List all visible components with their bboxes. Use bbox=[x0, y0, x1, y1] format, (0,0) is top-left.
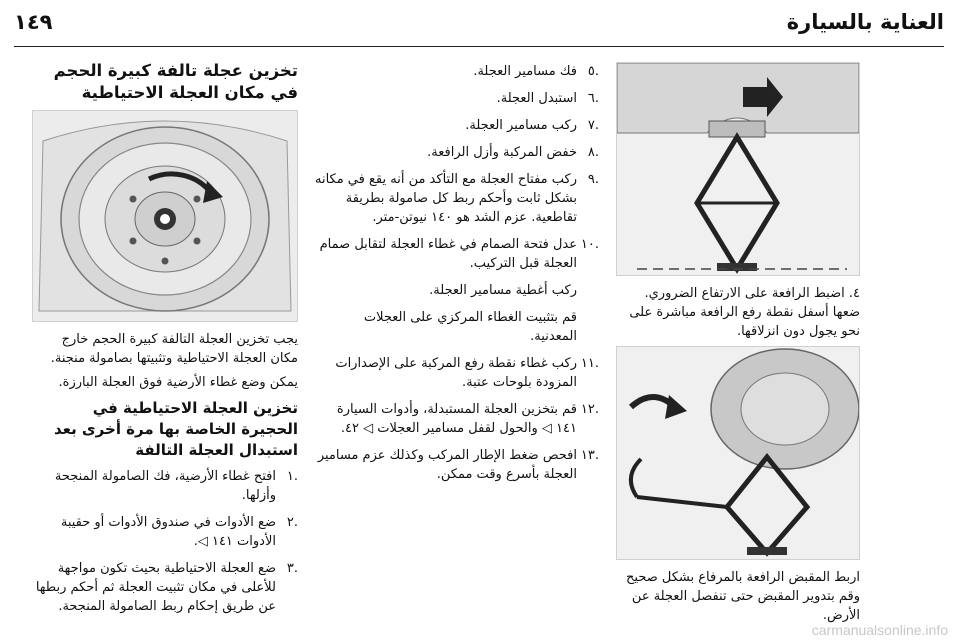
paragraph-storage-outside: يجب تخزين العجلة التالفة كبيرة الحجم خارج مكان العجلة الاحتياطية وتثبيتها بصامولة منجنة. bbox=[50, 332, 298, 366]
step-item bbox=[313, 354, 599, 392]
step-text: ركب غطاء نقطة رفع المركبة على الإصدارات المزودة بلوحات عتبة. bbox=[335, 356, 577, 390]
right-step-list bbox=[34, 467, 298, 616]
step-text: استبدل العجلة. bbox=[496, 91, 577, 106]
step-number: .٥ bbox=[587, 64, 599, 79]
step-item bbox=[313, 143, 599, 162]
jack-position-illustration bbox=[616, 62, 860, 276]
step-number: .٩ bbox=[587, 172, 599, 187]
step-number: .١٣ bbox=[580, 448, 599, 463]
step-item bbox=[313, 446, 599, 484]
step-item bbox=[313, 281, 599, 300]
middle-column bbox=[313, 62, 599, 492]
step-text: ركب مسامير العجلة. bbox=[465, 118, 577, 133]
step-text: خفض المركبة وأزل الرافعة. bbox=[427, 145, 577, 160]
step-number: .٨ bbox=[587, 145, 599, 160]
step-number: .١١ bbox=[580, 356, 599, 371]
step-text: ضع الأدوات في صندوق الأدوات أو حقيبة الأدوات ١٤١ ◁. bbox=[60, 515, 276, 549]
step-number: .١ bbox=[286, 469, 298, 484]
page-header bbox=[0, 0, 960, 50]
step-text: قم بتثبيت الغطاء المركزي على العجلات المعدنية. bbox=[363, 310, 577, 344]
step-text: ركب مفتاح العجلة مع التأكد من أنه يقع في مكانه بشكل ثابت وأحكم ربط كل صامولة بطريقة تقاطعية. عزم الشد هو ١٤٠ نيوتن-متر. bbox=[314, 172, 577, 225]
paragraph-floor-cover: يمكن وضع غطاء الأرضية فوق العجلة البارزة. bbox=[58, 375, 298, 390]
step-text: فك مسامير العجلة. bbox=[473, 64, 577, 79]
spare-wheel-illustration bbox=[32, 110, 298, 322]
step-text: عدل فتحة الصمام في غطاء العجلة لتقابل صمام العجلة قبل التركيب. bbox=[319, 237, 577, 271]
step-number: .١٠ bbox=[580, 237, 599, 252]
step-number: .٧ bbox=[587, 118, 599, 133]
caption-jack-position: ٤. اضبط الرافعة على الارتفاع الضروري. ضعها أسفل نقطة رفع الرافعة مباشرة على نحو يجول دون انزلاقها. bbox=[629, 286, 860, 339]
left-column bbox=[618, 62, 860, 630]
step-text: ضع العجلة الاحتياطية بحيث تكون مواجهة للأعلى في مكان تثبيت العجلة ثم أحكم ربطها عن طريق إحكام ربط الصامولة المنجحة. bbox=[35, 561, 276, 614]
jack-under-car-drawing bbox=[617, 63, 859, 275]
spare-wheel-drawing bbox=[33, 111, 297, 321]
step-number: .١٢ bbox=[580, 402, 599, 417]
jack-crank-illustration bbox=[616, 346, 860, 560]
watermark: carmanualsonline.info bbox=[811, 622, 948, 638]
running-title: العناية بالسيارة bbox=[786, 10, 944, 34]
right-column bbox=[34, 60, 298, 624]
step-text: قم بتخزين العجلة المستبدلة، وأدوات السيارة ١٤١ ◁ والحول لقفل مسامير العجلات ◁ ٤٢. bbox=[336, 402, 577, 436]
step-item bbox=[313, 62, 599, 81]
step-item bbox=[313, 89, 599, 108]
step-item bbox=[34, 513, 298, 551]
step-item bbox=[313, 170, 599, 227]
middle-step-list bbox=[313, 62, 599, 484]
step-item bbox=[313, 235, 599, 273]
step-text: افحص ضغط الإطار المركب وكذلك عزم مسامير العجلة بأسرع وقت ممكن. bbox=[317, 448, 577, 482]
step-item bbox=[34, 467, 298, 505]
jack-crank-drawing bbox=[617, 347, 859, 559]
step-number: .٦ bbox=[587, 91, 599, 106]
step-text: افتح غطاء الأرضية، فك الصامولة المنجحة وأزلها. bbox=[54, 469, 276, 503]
step-item bbox=[313, 116, 599, 135]
caption-jack-crank: اربط المقبض الرافعة بالمرفاع بشكل صحيح وقم بتدوير المقبض حتى تنفصل العجلة عن الأرض. bbox=[626, 570, 860, 623]
step-number: .٢ bbox=[286, 515, 298, 530]
section-heading-oversize-wheel: تخزين عجلة تالفة كبيرة الحجم في مكان العجلة الاحتياطية bbox=[53, 61, 298, 102]
step-number: .٣ bbox=[286, 561, 298, 576]
header-divider bbox=[14, 46, 944, 47]
section-heading-store-spare: تخزين العجلة الاحتياطية في الحجيرة الخاصة بها مرة أخرى بعد استبدال العجلة التالفة bbox=[53, 399, 298, 459]
step-item bbox=[313, 308, 599, 346]
page-number: ١٤٩ bbox=[14, 10, 53, 34]
step-text: ركب أغطية مسامير العجلة. bbox=[429, 283, 577, 298]
step-item bbox=[313, 400, 599, 438]
step-item bbox=[34, 559, 298, 616]
